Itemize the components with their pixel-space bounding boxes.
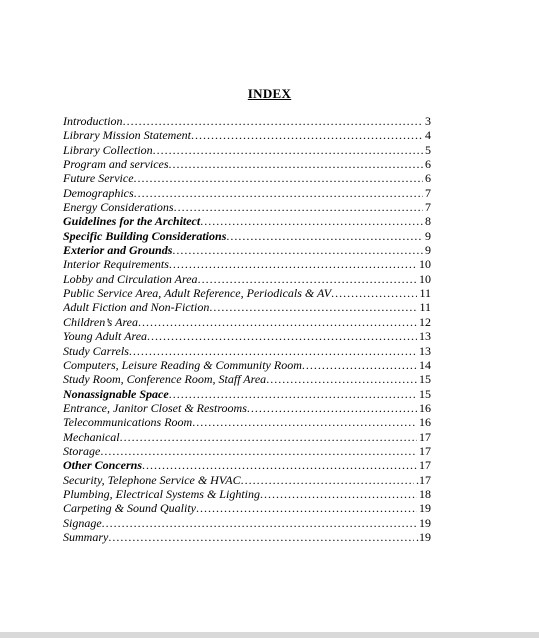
toc-dot-leader <box>209 300 417 314</box>
toc-entry <box>63 329 431 343</box>
toc-entry <box>63 200 431 214</box>
toc-entry-label: Summary <box>63 529 109 544</box>
toc-entry-page-number: 8 <box>425 214 431 229</box>
toc-dot-leader <box>138 315 417 329</box>
toc-entry-label: Study Room, Conference Room, Staff Area <box>63 372 267 387</box>
toc-dot-leader <box>260 487 417 501</box>
toc-entry-page-number: 6 <box>425 171 431 186</box>
toc-entry-label: Security, Telephone Service & HVAC <box>63 472 241 487</box>
toc-entry <box>63 286 431 300</box>
toc-entry <box>63 186 431 200</box>
toc-entry-label: Future Service <box>63 171 134 186</box>
toc-entry-page-number: 19 <box>419 515 431 530</box>
toc-entry <box>63 143 431 157</box>
toc-entry-label: Other Concerns <box>63 458 143 473</box>
toc-entry-page-number: 16 <box>419 415 431 430</box>
toc-dot-leader <box>266 372 417 386</box>
toc-entry <box>63 344 431 358</box>
toc-entry-label: Specific Building Considerations <box>63 228 227 243</box>
toc-dot-leader <box>169 257 417 271</box>
toc-entry-page-number: 12 <box>419 314 431 329</box>
toc-entry-page-number: 17 <box>419 458 431 473</box>
toc-entry-page-number: 6 <box>425 157 431 172</box>
toc-dot-leader <box>196 501 417 515</box>
toc-entry-label: Demographics <box>63 185 134 200</box>
toc-entry-label: Telecommunications Room <box>63 415 193 430</box>
toc-entry <box>63 458 431 472</box>
toc-entry-page-number: 3 <box>425 114 431 128</box>
toc-dot-leader <box>302 358 417 372</box>
toc-entry-label: Plumbing, Electrical Systems & Lighting <box>63 486 260 501</box>
toc-dot-leader <box>134 186 423 200</box>
toc-entry <box>63 243 431 257</box>
toc-dot-leader <box>192 415 417 429</box>
toc-entry-label: Carpeting & Sound Quality <box>63 501 196 516</box>
toc-dot-leader <box>134 171 423 185</box>
toc-entry <box>63 257 431 271</box>
toc-dot-leader <box>169 157 423 171</box>
toc-dot-leader <box>200 214 423 228</box>
toc-dot-leader <box>169 387 417 401</box>
toc-entry-page-number: 10 <box>419 257 431 272</box>
toc-entry <box>63 516 431 530</box>
toc-dot-leader <box>172 243 423 257</box>
toc-entry-page-number: 17 <box>419 429 431 444</box>
toc-entry <box>63 358 431 372</box>
toc-dot-leader <box>102 516 417 530</box>
toc-entry <box>63 487 431 501</box>
toc-entry-label: Storage <box>63 443 101 458</box>
toc-dot-leader <box>247 401 417 415</box>
toc-entry <box>63 372 431 386</box>
toc-entry <box>63 114 431 128</box>
toc-entry-label: Introduction <box>63 114 123 128</box>
toc-entry-page-number: 11 <box>419 300 431 315</box>
toc-dot-leader <box>147 329 417 343</box>
toc-entry-page-number: 10 <box>419 271 431 286</box>
toc-entry-label: Study Carrels <box>63 343 129 358</box>
toc-dot-leader <box>120 430 417 444</box>
toc-entry-label: Entrance, Janitor Closet & Restrooms <box>63 400 247 415</box>
toc-entry-page-number: 11 <box>419 286 431 301</box>
toc-entry <box>63 530 431 544</box>
toc-entry-page-number: 15 <box>419 386 431 401</box>
toc-dot-leader <box>142 458 417 472</box>
toc-entry-label: Mechanical <box>63 429 120 444</box>
toc-dot-leader <box>331 286 417 300</box>
toc-entry <box>63 300 431 314</box>
toc-dot-leader <box>108 530 414 544</box>
toc-dot-leader <box>129 344 417 358</box>
toc-entry-label: Interior Requirements <box>63 257 169 272</box>
toc-entry-page-number: 18 <box>419 486 431 501</box>
toc-entry-page-number: 9 <box>425 228 431 243</box>
toc-entry-label: Guidelines for the Architect <box>63 214 201 229</box>
toc-entry-page-number: 14 <box>419 357 431 372</box>
toc-entry <box>63 430 431 444</box>
page-bottom-edge <box>0 632 539 638</box>
toc-entry-label: Public Service Area, Adult Reference, Periodicals & AV <box>63 286 332 301</box>
toc-entry-page-number: 17 <box>419 443 431 458</box>
toc-dot-leader <box>191 128 423 142</box>
toc-entry-page-number: 5 <box>425 142 431 157</box>
toc-entry-label: Lobby and Circulation Area <box>63 271 198 286</box>
toc-entry <box>63 229 431 243</box>
toc-entry <box>63 473 431 487</box>
toc-entry <box>63 128 431 142</box>
toc-entry-page-number: .17 <box>416 472 431 487</box>
toc-entry-page-number: 9 <box>425 243 431 258</box>
toc-entry-page-number: 7 <box>425 185 431 200</box>
toc-entry-page-number: 13 <box>419 343 431 358</box>
toc-entry-page-number: 13 <box>419 329 431 344</box>
toc-entry-label: Program and services <box>63 157 169 172</box>
toc-entry <box>63 387 431 401</box>
toc-entry <box>63 272 431 286</box>
toc-entry-page-number: 15 <box>419 372 431 387</box>
toc-dot-leader <box>226 229 423 243</box>
toc-entry <box>63 171 431 185</box>
toc-dot-leader <box>123 114 423 128</box>
toc-entry-label: Young Adult Area <box>63 329 148 344</box>
toc-entry-label: Adult Fiction and Non-Fiction <box>63 300 210 315</box>
table-of-contents <box>63 114 431 544</box>
toc-entry <box>63 157 431 171</box>
toc-entry <box>63 214 431 228</box>
index-title: INDEX <box>247 86 292 101</box>
toc-entry-page-number: 7 <box>425 200 431 215</box>
toc-dot-leader <box>153 143 423 157</box>
toc-entry-label: Nonassignable Space <box>63 386 169 401</box>
toc-entry-page-number: 19 <box>419 501 431 516</box>
toc-dot-leader <box>100 444 417 458</box>
toc-entry-label: Signage <box>63 515 102 530</box>
toc-entry-label: Exterior and Grounds <box>63 243 173 258</box>
toc-entry-label: Energy Considerations <box>63 200 174 215</box>
toc-entry-page-number: 4 <box>425 128 431 143</box>
toc-dot-leader <box>198 272 417 286</box>
toc-dot-leader <box>174 200 423 214</box>
toc-entry <box>63 444 431 458</box>
toc-entry-label: Library Mission Statement <box>63 128 191 143</box>
toc-entry <box>63 415 431 429</box>
toc-entry-label: Library Collection <box>63 142 153 157</box>
toc-entry-page-number: 16 <box>419 400 431 415</box>
toc-entry <box>63 501 431 515</box>
toc-entry-label: Children’s Area <box>63 314 139 329</box>
toc-entry <box>63 401 431 415</box>
toc-entry-page-number: .19 <box>416 529 431 544</box>
toc-entry-label: Computers, Leisure Reading & Community Room <box>63 357 302 372</box>
toc-entry <box>63 315 431 329</box>
toc-dot-leader <box>241 473 414 487</box>
